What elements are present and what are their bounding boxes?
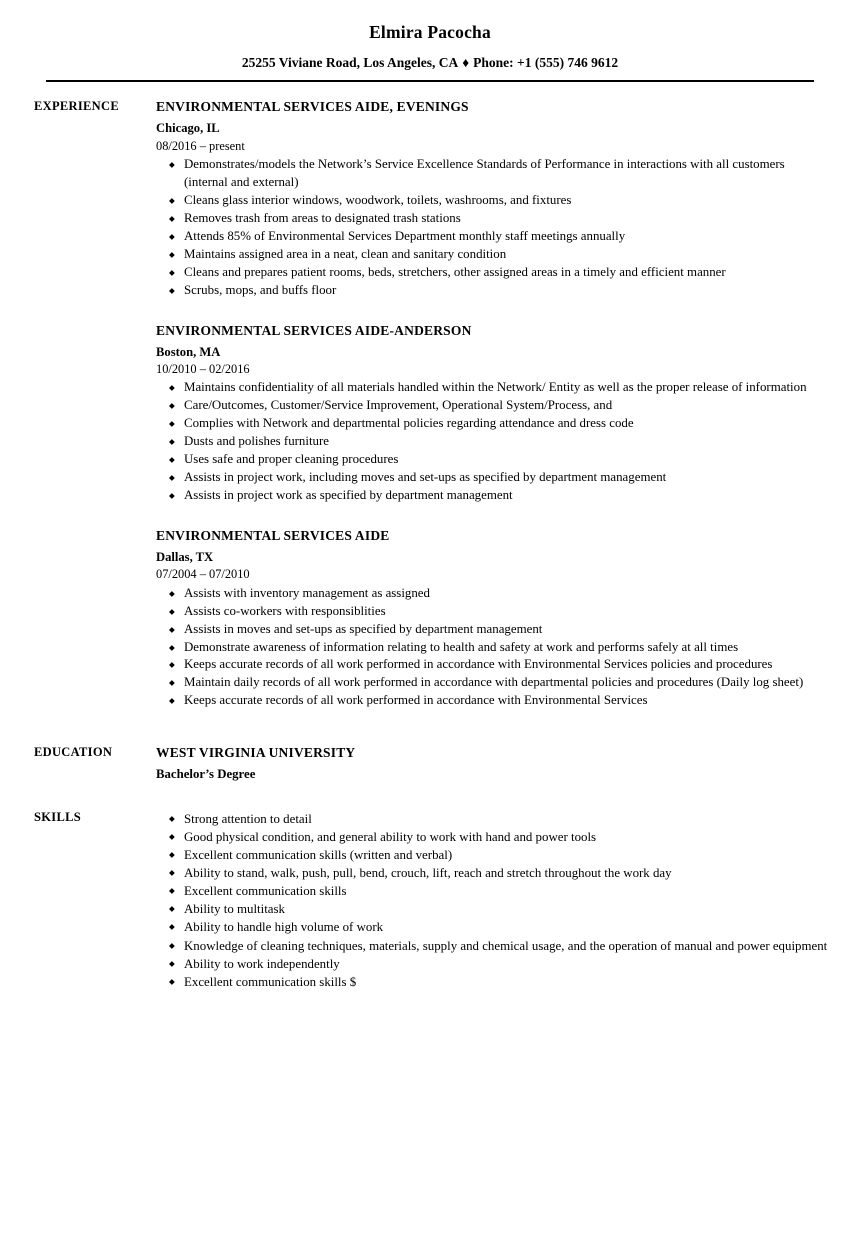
job-location: Chicago, IL — [156, 121, 220, 136]
skills-section-label: SKILLS — [34, 810, 81, 825]
job-responsibility-list — [156, 585, 830, 711]
job-title: ENVIRONMENTAL SERVICES AIDE — [156, 527, 390, 543]
list-item: ◆ Dusts and polishes furniture — [156, 433, 830, 451]
candidate-address: 25255 Viviane Road, Los Angeles, CA — [241, 55, 459, 70]
experience-section — [0, 98, 860, 710]
list-item: ◆ Keeps accurate records of all work performed in accordance with Environmental Services policies and procedures — [156, 656, 830, 674]
job-entry — [156, 527, 830, 710]
job-dates: 10/2010 – 02/2016 — [156, 361, 250, 376]
list-item: ◆ Good physical condition, and general ability to work with hand and power tools — [156, 828, 830, 846]
list-item: ◆ Assists in moves and set-ups as specified by department management — [156, 621, 830, 639]
job-title: ENVIRONMENTAL SERVICES AIDE-ANDERSON — [156, 322, 472, 338]
list-item: ◆ Maintain daily records of all work performed in accordance with departmental policies and procedures (Daily log sheet) — [156, 674, 830, 692]
list-item: ◆ Assists in project work, including moves and set-ups as specified by department management — [156, 469, 830, 487]
list-item: ◆ Ability to work independently — [156, 955, 830, 973]
job-entry — [156, 322, 830, 505]
list-item: ◆ Knowledge of cleaning techniques, materials, supply and chemical usage, and the operation of manual and power equipment — [156, 937, 830, 955]
candidate-phone: Phone: +1 (555) 746 9612 — [473, 55, 619, 70]
list-item: ◆ Strong attention to detail — [156, 810, 830, 828]
experience-list — [156, 98, 830, 710]
header-divider — [46, 80, 814, 82]
contact-line — [0, 55, 860, 71]
list-item: ◆ Cleans and prepares patient rooms, beds, stretchers, other assigned areas in a timely and efficient manner — [156, 264, 830, 282]
job-dates: 07/2004 – 07/2010 — [156, 567, 250, 582]
list-item: ◆ Demonstrates/models the Network’s Service Excellence Standards of Performance in interactions with all customers (internal and external) — [156, 156, 830, 192]
list-item: ◆ Demonstrate awareness of information relating to health and safety at work and performs safely at all times — [156, 639, 830, 657]
list-item: ◆ Uses safe and proper cleaning procedures — [156, 451, 830, 469]
skills-section — [0, 809, 860, 991]
list-item: ◆ Ability to multitask — [156, 900, 830, 918]
list-item: ◆ Keeps accurate records of all work performed in accordance with Environmental Services — [156, 692, 830, 710]
list-item: ◆ Scrubs, mops, and buffs floor — [156, 282, 830, 300]
job-title: ENVIRONMENTAL SERVICES AIDE, EVENINGS — [156, 99, 469, 115]
candidate-name: Elmira Pacocha — [369, 22, 491, 42]
list-item: ◆ Assists in project work as specified by department management — [156, 487, 830, 505]
education-section-label: EDUCATION — [34, 745, 113, 760]
education-school: WEST VIRGINIA UNIVERSITY — [156, 745, 356, 761]
list-item: ◆ Maintains confidentiality of all materials handled within the Network/ Entity as well as the proper release of information — [156, 379, 830, 397]
job-responsibility-list — [156, 379, 830, 505]
list-item: ◆ Assists with inventory management as assigned — [156, 585, 830, 603]
job-dates: 08/2016 – present — [156, 138, 245, 153]
experience-section-label: EXPERIENCE — [34, 99, 119, 114]
list-item: ◆ Care/Outcomes, Customer/Service Improvement, Operational System/Process, and — [156, 397, 830, 415]
job-entry — [156, 98, 830, 299]
education-degree: Bachelor’s Degree — [156, 766, 256, 781]
job-location: Dallas, TX — [156, 550, 214, 565]
list-item: ◆ Excellent communication skills — [156, 882, 830, 900]
list-item: ◆ Removes trash from areas to designated trash stations — [156, 210, 830, 228]
resume-header — [0, 0, 860, 82]
education-list — [156, 744, 830, 783]
job-responsibility-list — [156, 156, 830, 300]
list-item: ◆ Excellent communication skills $ — [156, 973, 830, 991]
education-section — [0, 744, 860, 783]
diamond-separator-icon: ♦ — [462, 55, 470, 70]
skills-list-container — [156, 809, 830, 991]
list-item: ◆ Ability to stand, walk, push, pull, bend, crouch, lift, reach and stretch throughout the work day — [156, 864, 830, 882]
list-item: ◆ Ability to handle high volume of work — [156, 918, 830, 936]
list-item: ◆ Cleans glass interior windows, woodwork, toilets, washrooms, and fixtures — [156, 192, 830, 210]
list-item: ◆ Maintains assigned area in a neat, clean and sanitary condition — [156, 246, 830, 264]
list-item: ◆ Assists co-workers with responsiblities — [156, 603, 830, 621]
list-item: ◆ Complies with Network and departmental policies regarding attendance and dress code — [156, 415, 830, 433]
skills-list — [156, 810, 830, 991]
list-item: ◆ Excellent communication skills (written and verbal) — [156, 846, 830, 864]
list-item: ◆ Attends 85% of Environmental Services Department monthly staff meetings annually — [156, 228, 830, 246]
job-location: Boston, MA — [156, 344, 221, 359]
